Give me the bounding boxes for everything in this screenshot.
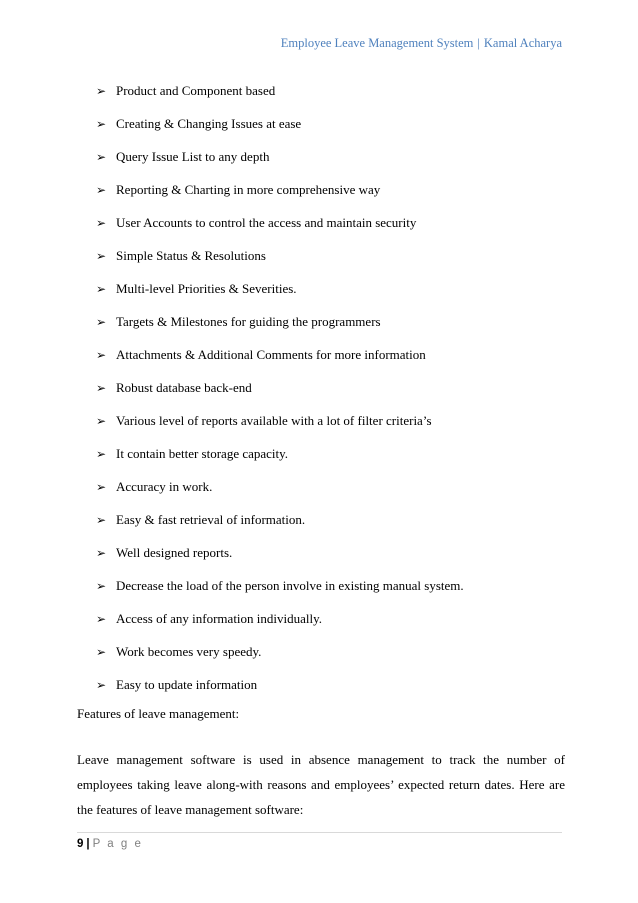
arrow-bullet-icon: ➢ [96,116,107,131]
arrow-bullet-icon: ➢ [96,644,107,659]
bullet-text: It contain better storage capacity. [116,445,289,461]
arrow-bullet-icon: ➢ [96,578,107,593]
bullet-text: Easy to update information [116,676,258,692]
bullet-text: User Accounts to control the access and maintain security [116,214,417,230]
arrow-bullet-icon: ➢ [96,611,107,626]
list-item [96,668,464,701]
list-item [96,470,464,503]
arrow-bullet-icon: ➢ [96,83,107,98]
list-item [96,173,464,206]
list-item [96,371,464,404]
list-item [96,305,464,338]
footer-divider [77,832,562,833]
list-item [96,569,464,602]
arrow-bullet-icon: ➢ [96,215,107,230]
header-separator: | [477,36,480,50]
arrow-bullet-icon: ➢ [96,347,107,362]
bullet-text: Decrease the load of the person involve in existing manual system. [116,577,464,593]
bullet-text: Work becomes very speedy. [116,643,262,659]
arrow-bullet-icon: ➢ [96,545,107,560]
page-word: P a g e [92,838,143,850]
list-item [96,239,464,272]
footer-separator: | [86,838,90,850]
arrow-bullet-icon: ➢ [96,182,107,197]
arrow-bullet-icon: ➢ [96,248,107,263]
bullet-text: Creating & Changing Issues at ease [116,115,302,131]
body-paragraph: Leave management software is used in absence management to track the number of employees taking leave along-with reasons and employees’ expected return dates. Here are the features of leave management software: [77,752,565,817]
bullet-text: Reporting & Charting in more comprehensive way [116,181,381,197]
arrow-bullet-icon: ➢ [96,446,107,461]
list-item [96,107,464,140]
list-item [96,74,464,107]
list-item [96,536,464,569]
list-item [96,503,464,536]
bullet-text: Various level of reports available with a lot of filter criteria’s [116,412,432,428]
arrow-bullet-icon: ➢ [96,281,107,296]
bullet-text: Query Issue List to any depth [116,148,270,164]
feature-bullet-list [96,74,464,701]
bullet-text: Easy & fast retrieval of information. [116,511,306,527]
header-author: Kamal Acharya [483,36,562,50]
arrow-bullet-icon: ➢ [96,512,107,527]
bullet-text: Accuracy in work. [116,478,213,494]
arrow-bullet-icon: ➢ [96,677,107,692]
list-item [96,272,464,305]
bullet-text: Robust database back-end [116,379,252,395]
header-title: Employee Leave Management System [280,36,474,50]
bullet-text: Product and Component based [116,82,276,98]
list-item [96,140,464,173]
features-heading: Features of leave management: [77,706,240,721]
list-item [96,404,464,437]
arrow-bullet-icon: ➢ [96,380,107,395]
arrow-bullet-icon: ➢ [96,479,107,494]
bullet-text: Simple Status & Resolutions [116,247,266,263]
list-item [96,437,464,470]
arrow-bullet-icon: ➢ [96,314,107,329]
list-item [96,635,464,668]
page-number: 9 [77,838,84,850]
arrow-bullet-icon: ➢ [96,149,107,164]
list-item [96,602,464,635]
arrow-bullet-icon: ➢ [96,413,107,428]
list-item [96,338,464,371]
list-item [96,206,464,239]
bullet-text: Access of any information individually. [116,610,323,626]
bullet-text: Attachments & Additional Comments for more information [116,346,426,362]
bullet-text: Targets & Milestones for guiding the programmers [116,313,381,329]
page-footer [77,838,143,850]
bullet-text: Well designed reports. [116,544,233,560]
page-header [281,36,562,51]
bullet-text: Multi-level Priorities & Severities. [116,280,297,296]
